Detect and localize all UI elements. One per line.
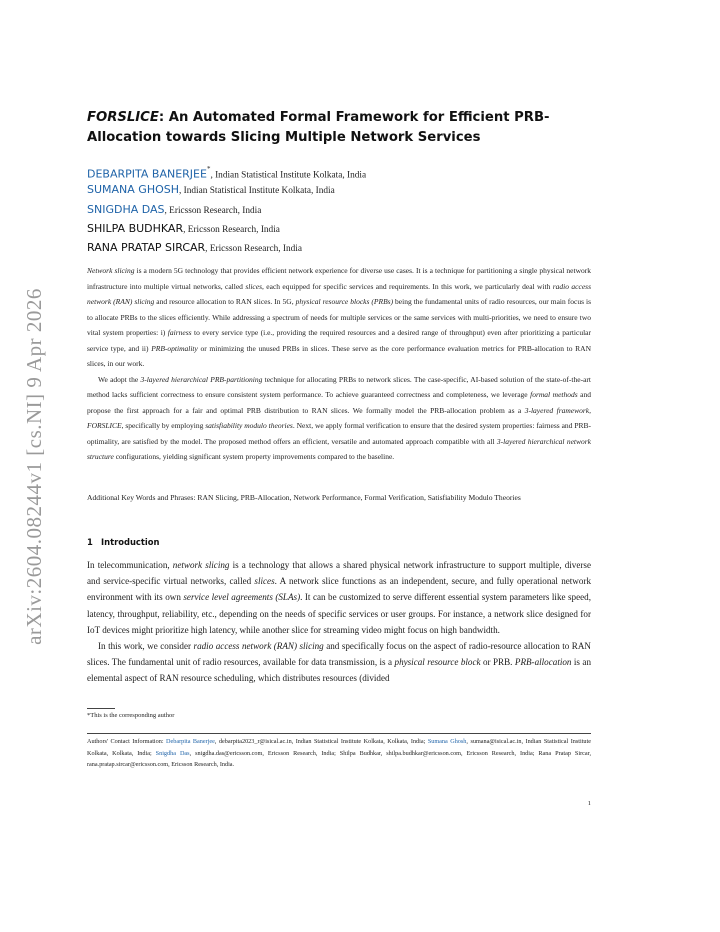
author-affiliation: , Ericsson Research, India [183, 224, 280, 235]
title-rest: : An Automated Formal Framework for Efficient PRB-Allocation towards Slicing Multiple Network Services [87, 110, 550, 145]
author-list [87, 160, 591, 256]
author-affiliation: , Indian Statistical Institute Kolkata, India [210, 170, 367, 181]
text-run: and specifically focus on the aspect of radio-resource allocation to RAN slices. The fundamental unit of radio resources, available for data transmission, is a [87, 641, 592, 668]
page-number: 1 [587, 800, 591, 807]
text-run: Authors' Contact Information: [87, 738, 167, 745]
text-run: We adopt the [98, 374, 141, 384]
author-name-link[interactable]: SNIGDHA DAS [87, 202, 165, 216]
author-entry [87, 160, 591, 179]
emphasized-text: PRB-optimality [151, 343, 198, 353]
author-entry [87, 218, 591, 237]
text-run: , each equipped for specific services and requirements. In this work, we particularly deal with [262, 281, 553, 291]
text-run: is an elemental aspect of RAN resource scheduling, which distributes resources (divided [87, 657, 591, 684]
emphasized-text: service level agreements (SLAs) [183, 592, 301, 603]
text-run: , specifically by employing [121, 421, 206, 430]
abstract-paragraph [87, 372, 591, 465]
text-run: In this work, we consider [98, 641, 194, 652]
author-entry [87, 199, 591, 218]
text-run: configurations, yielding significant system property improvements compared to the baseline. [113, 452, 395, 461]
arxiv-identifier [18, 266, 50, 666]
text-run: is a modern 5G technology that provides efficient network experience for diverse use cases. It is a technique for partitioning a single physical network infrastructure into multiple virtual networks, called [87, 266, 591, 291]
emphasized-text: Network slicing [87, 266, 135, 275]
author-name: RANA PRATAP SIRCAR [87, 241, 206, 255]
emphasized-text: formal methods [530, 390, 578, 399]
text-run: . It can be customized to serve different essential system parameters like speed, latency, throughput, reliability, etc., depending on the needs of specific services or user groups. For instance, a network slice designed for IoT devices might prioritize high latency, while another slice for streaming video might focus on high bandwidth. [87, 592, 592, 635]
author-affiliation: , Indian Statistical Institute Kolkata, India [179, 186, 335, 197]
contact-information [87, 736, 591, 771]
text-run: In telecommunication, [87, 560, 173, 570]
text-run: and propose the first approach for a fair and optimal PRB distribution to RAN slices. We formally model the PRB-allocation problem as a [87, 390, 592, 415]
emphasized-text: fairness [167, 328, 192, 337]
author-contact-link[interactable]: Sumana Ghosh [427, 738, 467, 745]
emphasized-text: 3-layered hierarchical network structure [87, 436, 592, 461]
emphasized-text: slices [254, 576, 275, 587]
emphasized-text: slices [245, 281, 263, 291]
section-heading [87, 537, 591, 547]
section-number: 1 [87, 537, 93, 547]
section-title: Introduction [101, 537, 160, 547]
emphasized-text: PRB-allocation [514, 657, 572, 668]
text-run: to every service type (i.e., providing the required resources and a desired range of throughput) even after prioritizing a particular service type, and ii) [87, 328, 591, 353]
text-run: and resource allocation to RAN slices. In 5G, [154, 297, 296, 306]
introduction-text [87, 557, 591, 687]
emphasized-text: 3-layered hierarchical PRB-partitioning [140, 374, 263, 384]
text-run: being the fundamental units of radio resources, our main focus is to allocate PRBs to the slices efficiently. While addressing a spectrum of needs for multiple services or the same services with multi-priorities, we need to ensure two vital system properties: i) [87, 297, 591, 337]
emphasized-text: radio access network (RAN) slicing [193, 641, 324, 652]
body-paragraph [87, 557, 591, 638]
abstract [87, 263, 591, 465]
author-affiliation: , Ericsson Research, India [205, 244, 302, 255]
emphasized-text: physical resource blocks (PRBs) [295, 297, 394, 306]
text-run: , snigdha.das@ericsson.com, Ericsson Research, India; Shilpa Budhkar, shilpa.budhkar@ericsson.com, Ericsson Research, India; Rana Pratap Sircar, rana.pratap.sircar@ericsson.com, Ericsson Research, India. [87, 749, 592, 769]
author-entry [87, 179, 591, 198]
arxiv-identifier-text: arXiv:2604.08244v1 [cs.NI] 9 Apr 2026 [21, 287, 46, 645]
text-run: or minimizing the unused PRBs in slices. These serve as the core performance evaluation metrics for PRB-allocation to RAN slices, in our work. [87, 343, 591, 368]
contact-divider [87, 733, 591, 734]
text-run: or PRB. [480, 657, 515, 668]
author-entry [87, 237, 591, 256]
text-run: technique for allocating PRBs to network slices. The case-specific, AI-based solution of the state-of-the-art method lacks sufficient correctness to ensure consistent system performance. To achieve guaranteed correctness and completeness, we leverage [87, 374, 591, 399]
emphasized-text: 3-layered framework, FORSLICE [87, 405, 591, 430]
author-name-link[interactable]: DEBARPITA BANERJEE [87, 167, 207, 181]
emphasized-text: radio access network (RAN) slicing [87, 281, 591, 306]
text-run: . A network slice functions as an independent, secure, and fully operational network environment with its own [87, 576, 591, 603]
footnote-divider [87, 708, 115, 709]
footnote: *This is the corresponding author [87, 712, 175, 719]
abstract-paragraph [87, 263, 591, 372]
emphasized-text: satisfiability modulo theories [205, 421, 293, 430]
author-name: SHILPA BUDHKAR [87, 221, 184, 235]
text-run: , sumana@isical.ac.in, Indian Statistical Institute Kolkata, Kolkata, India; [87, 738, 591, 757]
author-affiliation: , Ericsson Research, India [164, 205, 262, 216]
text-run: . Next, we apply formal verification to ensure that the desired system properties: fairness and PRB-optimality, are satisfied by the model. The proposed method offers an efficient, versatile and automated approach compatible with all [87, 421, 591, 446]
emphasized-text: network slicing [172, 560, 230, 570]
emphasized-text: physical resource block [394, 657, 481, 668]
body-paragraph [87, 638, 591, 687]
paper-title [87, 108, 591, 148]
text-run: , debarpita2023_r@isical.ac.in, Indian Statistical Institute Kolkata, Kolkata, India; [214, 738, 428, 745]
author-contact-link[interactable]: Snigdha Das [155, 749, 190, 757]
author-contact-link[interactable]: Debarpita Banerjee [166, 738, 215, 745]
corresponding-mark: * [206, 165, 211, 173]
author-name-link[interactable]: SUMANA GHOSH [87, 183, 180, 197]
keywords: Additional Key Words and Phrases: RAN Slicing, PRB-Allocation, Network Performance, Formal Verification, Satisfiability Modulo Theories [87, 493, 521, 502]
title-lead: FORSLICE [87, 110, 159, 125]
text-run: is a technology that allows a shared physical network infrastructure to support multiple, diverse and service-specific virtual networks, called [87, 560, 591, 587]
